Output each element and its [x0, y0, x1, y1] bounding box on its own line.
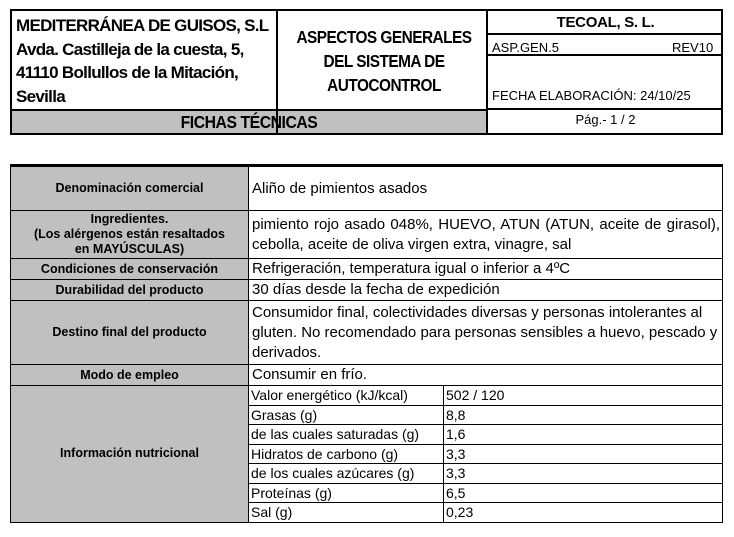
nutrition-row: [249, 503, 722, 522]
nutrient-name: Sal (g): [249, 503, 444, 522]
table-row: [11, 386, 723, 523]
ingredientes-label: [11, 211, 249, 259]
nutricion-label: Información nutricional: [11, 386, 249, 523]
ingredientes-value: pimiento rojo asado 048%, HUEVO, ATUN (ATUN, aceite de girasol), cebolla, aceite de oliva virgen extra, vinagre, sal: [249, 211, 723, 259]
owner-name: TECOAL, S. L.: [556, 14, 655, 31]
denominacion-value: Aliño de pimientos asados: [249, 166, 723, 211]
header-divider: [12, 109, 486, 111]
modo-value: Consumir en frío.: [249, 365, 723, 386]
conservacion-label: Condiciones de conservación: [11, 259, 249, 280]
elaboration-date: FECHA ELABORACIÓN: 24/10/25: [492, 88, 691, 103]
nutrition-row: [249, 386, 722, 405]
table-row: [11, 280, 723, 301]
nutrient-value: 0,23: [444, 503, 723, 522]
company-line: Avda. Castilleja de la cuesta, 5,: [16, 39, 244, 59]
page-number: Pág.- 1 / 2: [575, 112, 636, 127]
nutrient-value: 3,3: [444, 464, 723, 484]
nutrient-value: 8,8: [444, 405, 723, 425]
table-row: [11, 259, 723, 280]
nutrient-value: 1,6: [444, 425, 723, 445]
durabilidad-label: Durabilidad del producto: [11, 280, 249, 301]
table-row: [11, 211, 723, 259]
header-divider: [486, 108, 721, 110]
nutrition-row: [249, 444, 722, 464]
nutrient-name: de los cuales azúcares (g): [249, 464, 444, 484]
section-title: FICHAS TÉCNICAS: [180, 112, 318, 132]
durabilidad-value: 30 días desde la fecha de expedición: [249, 280, 723, 301]
nutrient-name: Proteínas (g): [249, 483, 444, 503]
nutrition-row: [249, 425, 722, 445]
table-row: [11, 301, 723, 365]
destino-value: Consumidor final, colectividades diversas y personas intolerantes al gluten. No recomendado para personas sensibles a huevo, pescado y derivados.: [249, 301, 723, 365]
nutrient-name: Valor energético (kJ/kcal): [249, 386, 444, 405]
nutrient-value: 6,5: [444, 483, 723, 503]
document-title: [294, 25, 474, 97]
title-line: AUTOCONTROL: [327, 75, 441, 95]
ingredientes-label-line: Ingredientes.: [90, 212, 169, 226]
table-row: [11, 166, 723, 211]
table-row: [11, 365, 723, 386]
nutrition-table: [249, 386, 722, 522]
company-line: Sevilla: [16, 86, 65, 106]
title-line: ASPECTOS GENERALES: [296, 27, 472, 47]
title-line: DEL SISTEMA DE: [323, 51, 445, 71]
document-header: [10, 9, 723, 135]
nutrient-name: Grasas (g): [249, 405, 444, 425]
nutrition-row: [249, 464, 722, 484]
nutrient-value: 3,3: [444, 444, 723, 464]
revision-label: REV10: [672, 40, 714, 55]
company-line: MEDITERRÁNEA DE GUISOS, S.L: [16, 16, 269, 35]
destino-label: Destino final del producto: [11, 301, 249, 365]
header-divider: [486, 33, 721, 35]
ingredientes-label-line: en MAYÚSCULAS): [74, 242, 185, 256]
company-address: [16, 14, 278, 108]
nutrient-name: de las cuales saturadas (g): [249, 425, 444, 445]
conservacion-value: Refrigeración, temperatura igual o inferior a 4ºC: [249, 259, 723, 280]
nutrition-row: [249, 483, 722, 503]
modo-label: Modo de empleo: [11, 365, 249, 386]
ingredientes-label-line: (Los alérgenos están resaltados: [33, 227, 226, 241]
denominacion-label: Denominación comercial: [11, 166, 249, 211]
document-code: ASP.GEN.5: [492, 40, 559, 55]
company-line: 41110 Bollullos de la Mitación,: [16, 63, 239, 82]
nutrient-value: 502 / 120: [444, 386, 723, 405]
technical-sheet-table: [10, 164, 723, 523]
nutrient-name: Hidratos de carbono (g): [249, 444, 444, 464]
nutrition-row: [249, 405, 722, 425]
nutrition-cell: [249, 386, 723, 523]
